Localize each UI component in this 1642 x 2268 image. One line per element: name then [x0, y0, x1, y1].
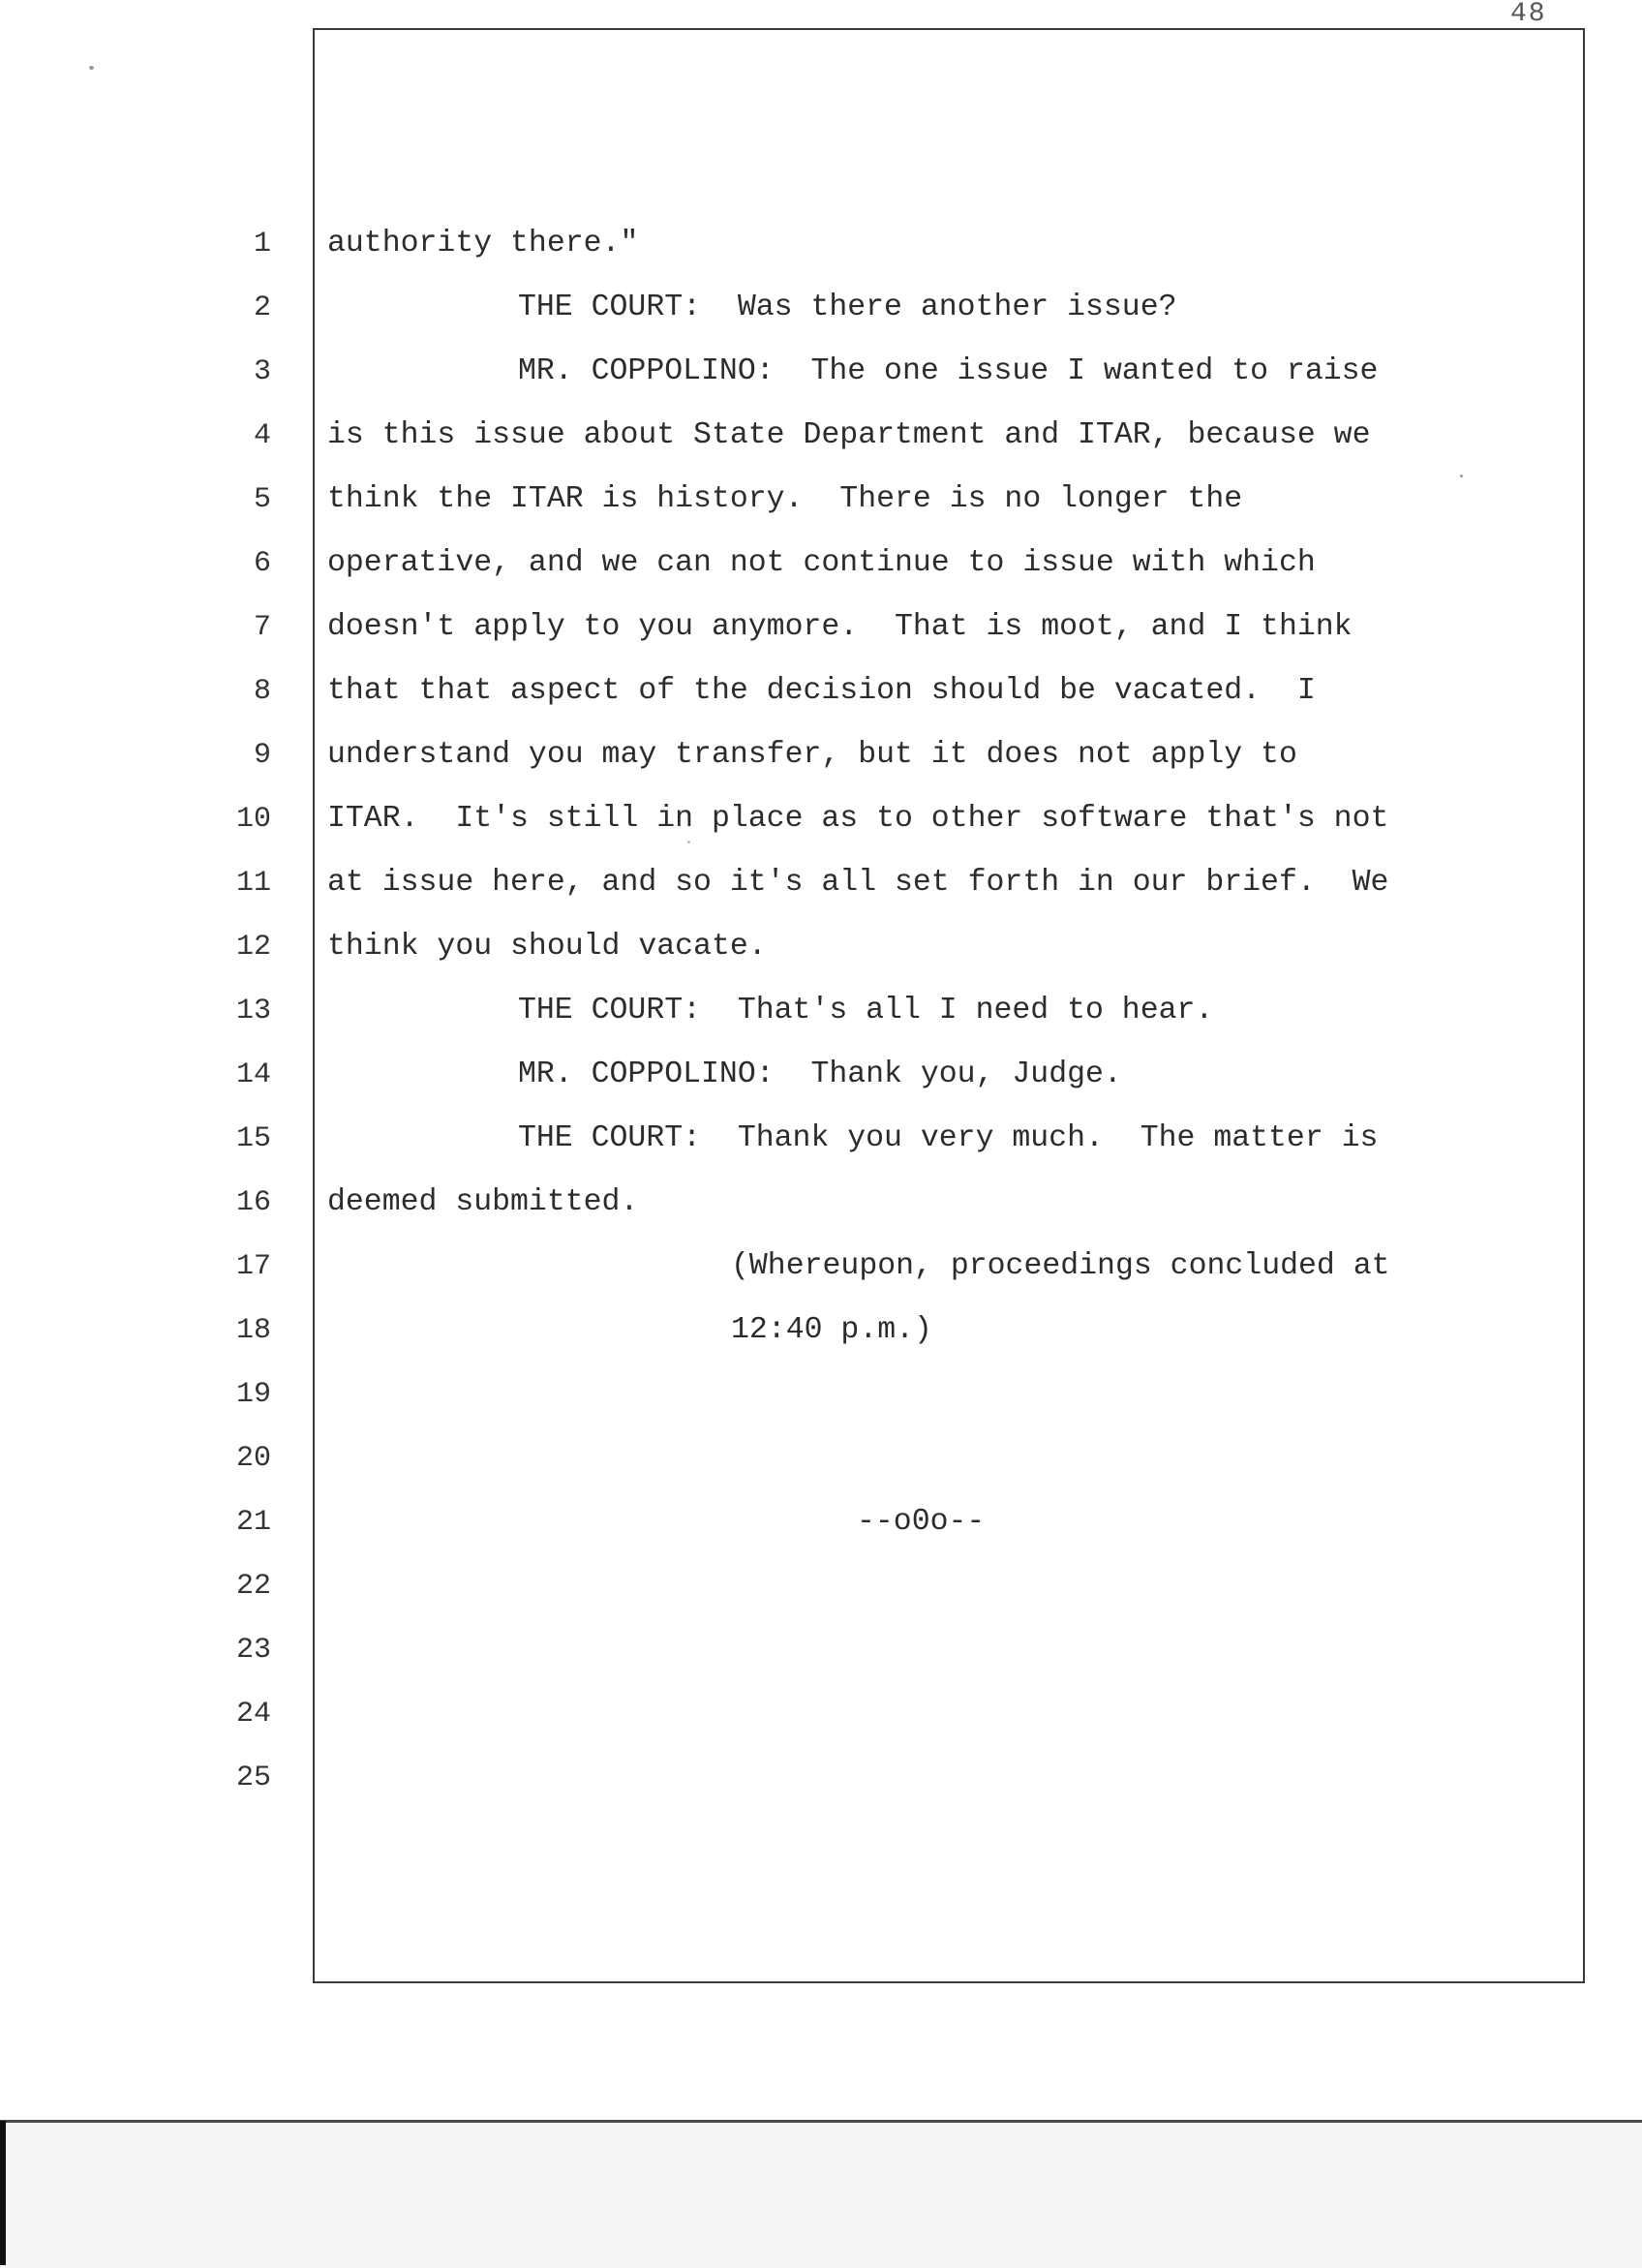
line-number: 10 [235, 803, 271, 836]
line-number: 2 [253, 291, 271, 324]
line-number: 7 [253, 611, 271, 644]
transcript-line [0, 1311, 1642, 1375]
transcript-line [0, 800, 1642, 864]
transcript-line [0, 864, 1642, 928]
line-number: 16 [235, 1186, 271, 1219]
line-text: understand you may transfer, but it does not apply to [327, 738, 1297, 772]
line-number: 23 [235, 1634, 271, 1667]
line-text: think the ITAR is history. There is no longer the [327, 482, 1243, 516]
scan-speck [1460, 475, 1463, 477]
line-number: 22 [235, 1570, 271, 1603]
line-text: that that aspect of the decision should be vacated. I [327, 674, 1316, 708]
transcript-line [0, 1247, 1642, 1311]
line-text: think you should vacate. [327, 930, 767, 964]
transcript-line [0, 1183, 1642, 1247]
line-number: 15 [235, 1122, 271, 1155]
transcript-line [0, 1375, 1642, 1439]
line-number: 17 [235, 1250, 271, 1283]
line-text: MR. COPPOLINO: The one issue I wanted to raise [518, 354, 1379, 388]
line-text: THE COURT: Was there another issue? [518, 291, 1177, 324]
line-text: THE COURT: Thank you very much. The matter is [518, 1121, 1379, 1155]
line-text: ITAR. It's still in place as to other software that's not [327, 802, 1389, 836]
transcript-line [0, 225, 1642, 289]
line-number: 5 [253, 483, 271, 516]
line-number: 12 [235, 931, 271, 964]
transcript-line [0, 1119, 1642, 1183]
line-number: 25 [235, 1762, 271, 1794]
transcript-line [0, 416, 1642, 480]
transcript-line [0, 1056, 1642, 1119]
transcript-line [0, 1503, 1642, 1567]
line-number: 18 [235, 1314, 271, 1347]
transcript-line [0, 928, 1642, 992]
line-text: operative, and we can not continue to issue with which [327, 546, 1316, 580]
transcript-line [0, 289, 1642, 352]
scan-edge-shadow [0, 2121, 6, 2265]
line-number: 24 [235, 1698, 271, 1731]
line-number: 20 [235, 1442, 271, 1475]
transcript-line [0, 480, 1642, 544]
line-text: authority there." [327, 227, 639, 261]
line-text: is this issue about State Department and ITAR, because we [327, 418, 1371, 452]
line-number: 6 [253, 547, 271, 580]
line-text: MR. COPPOLINO: Thank you, Judge. [518, 1057, 1122, 1091]
line-text: --o0o-- [857, 1505, 986, 1539]
transcript-line [0, 1567, 1642, 1631]
line-number: 14 [235, 1058, 271, 1091]
line-number: 11 [235, 867, 271, 900]
line-number: 3 [253, 355, 271, 388]
transcript-line [0, 1439, 1642, 1503]
line-number: 13 [235, 995, 271, 1027]
page-number: 48 [1510, 0, 1547, 29]
line-number: 4 [253, 419, 271, 452]
scan-speck [89, 66, 94, 70]
scan-bottom-edge [0, 2120, 1642, 2268]
transcript-line [0, 1631, 1642, 1695]
line-text: (Whereupon, proceedings concluded at [731, 1249, 1390, 1283]
line-number: 8 [253, 675, 271, 708]
transcript-line [0, 672, 1642, 736]
line-text: doesn't apply to you anymore. That is moot, and I think [327, 610, 1353, 644]
transcript-line [0, 544, 1642, 608]
transcript-line [0, 992, 1642, 1056]
line-text: 12:40 p.m.) [731, 1313, 932, 1347]
line-text: at issue here, and so it's all set forth in our brief. We [327, 866, 1389, 900]
transcript-line [0, 1695, 1642, 1759]
transcript-line [0, 608, 1642, 672]
scan-speck [687, 841, 690, 843]
line-number: 19 [235, 1378, 271, 1411]
line-text: deemed submitted. [327, 1185, 639, 1219]
transcript-line [0, 1759, 1642, 1823]
transcript-line [0, 736, 1642, 800]
line-number: 21 [235, 1506, 271, 1539]
line-number: 9 [253, 739, 271, 772]
line-text: THE COURT: That's all I need to hear. [518, 994, 1214, 1027]
line-number: 1 [253, 228, 271, 261]
transcript-line [0, 352, 1642, 416]
